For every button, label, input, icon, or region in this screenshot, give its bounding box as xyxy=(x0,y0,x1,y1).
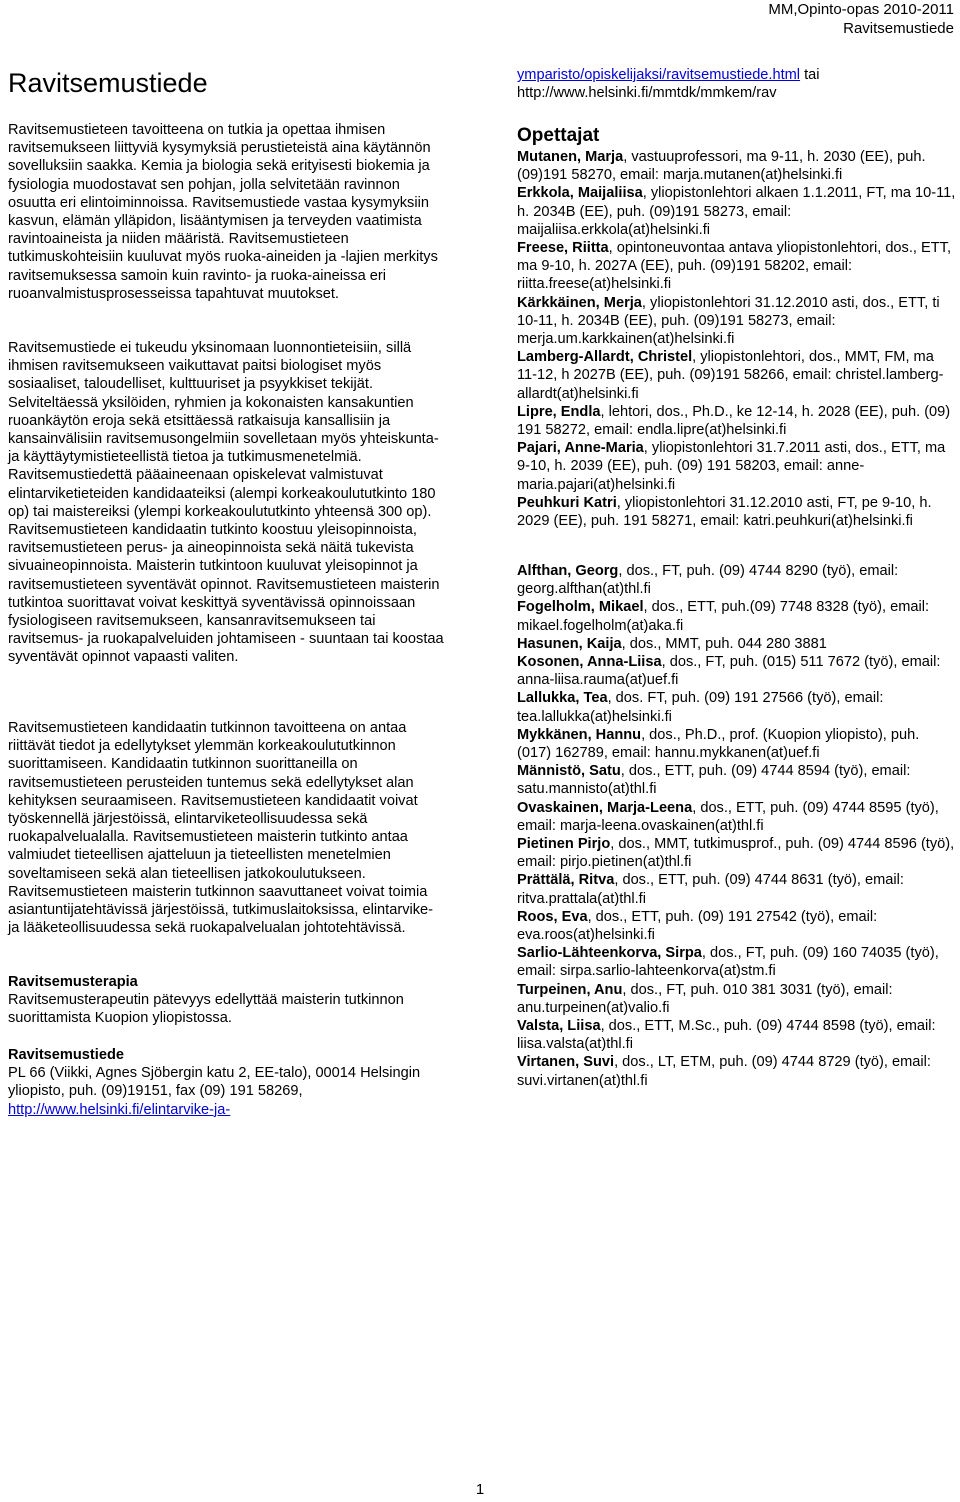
docent-entry xyxy=(517,835,957,871)
person-details: , dos., MMT, puh. 044 280 3881 xyxy=(621,635,827,652)
person-name: Lallukka, Tea xyxy=(517,690,608,707)
social-science-paragraph: Ravitsemustiede ei tukeudu yksinomaan luonnontieteisiin, sillä ihmisen ravitsemukseen vaikuttavat paitsi biologiset myös sosiaaliset, taloudelliset, kulttuuriset ja psyykkiset tekijät. Selviteltäessä yksilöiden, ryhmien ja kokonaisten kansakuntien ruoankäytön eroja sekä etsittäessä ratkaisuja kansallisiin ja kansainvälisiin ravitsemusongelmiin sovelletaan myös yhteiskunta- ja käyttäytymistieteellistä tietoa ja tutkimusmenetelmiä. Ravitsemustiedettä pääaineenaan opiskelevat valmistuvat elintarviketieteiden kandidaateiksi (alempi korkeakoulututkinto 180 op) tai maistereiksi (ylempi korkeakoulututkinto yhteensä 300 op). Ravitsemustieteen kandidaatin tutkinto koostuu yleisopinnoista, ravitsemustieteen perus- ja aineopinnoista sekä näitä tukevista sivuaineopinnoista. Maisterin tutkintoon kuuluvat yleisopinnot ja ravitsemustieteen syventävät opinnot. Ravitsemustieteen maisterin tutkintoa suorittavat voivat keskittyä syventävissä opinnoissaan fysiologiseen ravitsemukseen, kansanravitsemukseen tai ravitsemus- ja ruokapalveluiden johtamiseen - suuntaan tai koostaa syventävät opinnot vapaasti valiten. xyxy=(8,340,444,666)
docent-entry xyxy=(517,1017,957,1053)
docent-entry xyxy=(517,1053,957,1089)
docent-entry xyxy=(517,762,957,798)
page-number: 1 xyxy=(475,1481,485,1498)
contact-text: PL 66 (Viikki, Agnes Sjöbergin katu 2, EE-talo), 00014 Helsingin yliopisto, puh. (09)19151, fax (09) 191 58269, xyxy=(8,1065,421,1100)
person-details: , opintoneuvontaa antava yliopistonlehtori, dos., ETT, ma 9-10, h. 2027A (EE), puh. (09)191 58202, email: riitta.freese(at)helsinki.fi xyxy=(517,240,952,293)
person-details: , dos., FT, puh. (09) 4744 8290 (työ), email: georg.alfthan(at)thl.fi xyxy=(517,563,899,598)
person-name: Sarlio-Lähteenkorva, Sirpa xyxy=(517,945,702,962)
person-details: , dos., MMT, tutkimusprof., puh. (09) 4744 8596 (työ), email: pirjo.pietinen(at)thl.fi xyxy=(517,836,955,871)
person-details: , yliopistonlehtori, dos., MMT, FM, ma 11-12, h 2027B (EE), puh. (09)191 58266, email: christel.lamberg-allardt(at)helsinki.fi xyxy=(517,349,944,402)
contact-section xyxy=(8,1046,448,1119)
intro-paragraph: Ravitsemustieteen tavoitteena on tutkia ja opettaa ihmisen ravitsemukseen liittyviä kysymyksiä perustieteistä aina käytännön sovelluksiin saakka. Kemia ja biologia sekä erityisesti biokemia ja fysiologia muodostavat sen pohjan, jolla selvitetään ravinnon osuutta eri elintoiminnoissa. Ravitsemustiede vastaa kysymyksiin kasvun, elämän ylläpidon, lisääntymisen ja terveyden vaatimista ravintoaineista ja niiden määristä. Ravitsemustieteen tutkimuskohteisiin kuuluvat myös ruoka-aineiden ja -lajien merkitys ravitsemuksessa samoin kuin ravinto- ja ruoka-aineissa eri ruoanvalmistusprosesseissa tapahtuvat muutokset. xyxy=(8,122,438,302)
teacher-entry xyxy=(517,348,957,403)
terapia-section xyxy=(8,973,448,1028)
person-name: Lipre, Endla xyxy=(517,403,601,420)
docent-entry xyxy=(517,799,957,835)
alternate-url: http://www.helsinki.fi/mmtdk/mmkem/rav xyxy=(517,85,777,102)
docent-entry xyxy=(517,653,957,689)
person-name: Prättälä, Ritva xyxy=(517,872,615,889)
terapia-heading: Ravitsemusterapia xyxy=(8,974,138,990)
person-name: Roos, Eva xyxy=(517,908,588,925)
opettajat-section xyxy=(517,124,957,530)
link-or-text: tai xyxy=(800,67,820,83)
person-name: Pajari, Anne-Maria xyxy=(517,440,644,457)
person-details: , lehtori, dos., Ph.D., ke 12-14, h. 2028 (EE), puh. (09) 191 58272, email: endla.lipre(at)helsinki.fi xyxy=(517,403,951,439)
docent-entry xyxy=(517,562,957,598)
person-details: , dos., ETT, puh. (09) 4744 8595 (työ), email: marja-leena.ovaskainen(at)thl.fi xyxy=(517,799,939,834)
person-details: , dos., Ph.D., prof. (Kuopion yliopisto), puh. (017) 162789, email: hannu.mykkanen(at)uef.fi xyxy=(517,726,920,762)
person-name: Lamberg-Allardt, Christel xyxy=(517,349,693,366)
person-name: Valsta, Liisa xyxy=(517,1018,601,1035)
person-name: Ovaskainen, Marja-Leena xyxy=(517,799,693,816)
department-link-continued[interactable]: ymparisto/opiskelijaksi/ravitsemustiede.html xyxy=(517,67,801,83)
person-details: , dos., FT, puh. 010 381 3031 (työ), email: anu.turpeinen(at)valio.fi xyxy=(517,981,893,1016)
person-details: , dos., ETT, puh. (09) 4744 8631 (työ), email: ritva.prattala(at)thl.fi xyxy=(517,872,904,907)
docent-entry xyxy=(517,726,957,762)
person-name: Männistö, Satu xyxy=(517,763,621,780)
teacher-entry xyxy=(517,294,957,349)
header-section-title: Ravitsemustiede xyxy=(843,20,954,37)
person-details: , yliopistonlehtori 31.12.2010 asti, dos., ETT, ti 10-11, h. 2034B (EE), puh. (09)191 58273, email: merja.um.karkkainen(at)helsinki.fi xyxy=(517,294,940,348)
person-details: , dos., ETT, puh.(09) 7748 8328 (työ), email: mikael.fogelholm(at)aka.fi xyxy=(517,599,930,634)
person-name: Kärkkäinen, Merja xyxy=(517,294,642,311)
teacher-list xyxy=(517,148,957,530)
docent-entry xyxy=(517,908,957,944)
person-details: , dos., ETT, M.Sc., puh. (09) 4744 8598 (työ), email: liisa.valsta(at)thl.fi xyxy=(517,1018,936,1053)
person-details: , yliopistonlehtori 31.7.2011 asti, dos., ETT, ma 9-10, h. 2039 (EE), puh. (09) 191 58203, email: anne-maria.pajari(at)helsinki.fi xyxy=(517,440,946,493)
person-name: Peuhkuri Katri xyxy=(517,494,617,511)
teacher-entry xyxy=(517,403,957,439)
teacher-entry xyxy=(517,494,957,530)
terapia-text: Ravitsemusterapeutin pätevyys edellyttää maisterin tutkinnon suorittamista Kuopion yliopistossa. xyxy=(8,992,404,1027)
person-name: Freese, Riitta xyxy=(517,240,609,257)
person-name: Hasunen, Kaija xyxy=(517,635,622,652)
person-details: , dos., FT, puh. (015) 511 7672 (työ), email: anna-liisa.rauma(at)uef.fi xyxy=(517,654,941,689)
docent-entry xyxy=(517,635,957,653)
degree-goals-paragraph: Ravitsemustieteen kandidaatin tutkinnon tavoitteena on antaa riittävät tiedot ja edellytykset ylemmän korkeakoulututkinnon suorittamiseen. Kandidaatin tutkinnon suorittaneilla on ravitsemustieteen perusteiden tuntemus sekä edellytykset alan kehityksen seuraamiseen. Ravitsemustieteen kandidaatit voivat työskennellä järjestöissä, elintarviketeollisuudessa sekä ruokapalvelualalla. Ravitsemustieteen maisterin tutkinto antaa valmiudet tieteellisen ajatteluun ja tieteellisten menetelmien soveltamiseen sekä alan tieteellisen jatkokoulutukseen. Ravitsemustieteen maisterin tutkinnon saavuttaneet voivat toimia asiantuntijatehtävissä järjestöissä, tutkimuslaitoksissa, elintarvike- ja lääketeollisuudessa sekä ruokapalvelualan johtotehtävissä. xyxy=(8,720,434,937)
teacher-entry xyxy=(517,184,957,239)
person-name: Fogelholm, Mikael xyxy=(517,599,644,616)
teacher-entry xyxy=(517,239,957,294)
person-details: , dos., FT, puh. (09) 160 74035 (työ), email: sirpa.sarlio-lahteenkorva(at)stm.fi xyxy=(517,945,939,980)
docent-entry xyxy=(517,944,957,980)
person-details: , yliopistonlehtori 31.12.2010 asti, FT, pe 9-10, h. 2029 (EE), puh. 191 58271, email: katri.peuhkuri(at)helsinki.fi xyxy=(517,494,932,530)
person-details: , dos., LT, ETM, puh. (09) 4744 8729 (työ), email: suvi.virtanen(at)thl.fi xyxy=(517,1054,931,1089)
person-name: Alfthan, Georg xyxy=(517,563,619,579)
person-name: Pietinen Pirjo xyxy=(517,836,611,853)
header-doc-title: MM,Opinto-opas 2010-2011 xyxy=(768,1,954,18)
person-name: Mutanen, Marja xyxy=(517,149,624,165)
person-name: Kosonen, Anna-Liisa xyxy=(517,654,662,671)
department-link[interactable]: http://www.helsinki.fi/elintarvike-ja- xyxy=(8,1101,231,1118)
opettajat-heading: Opettajat xyxy=(517,125,600,146)
teacher-entry xyxy=(517,439,957,494)
docent-entry xyxy=(517,981,957,1017)
running-header xyxy=(768,0,954,38)
docent-entry xyxy=(517,871,957,907)
person-details: , yliopistonlehtori alkaen 1.1.2011, FT, ma 10-11, h. 2034B (EE), puh. (09)191 58273, email: maijaliisa.erkkola(at)helsinki.fi xyxy=(517,185,956,238)
link-continuation xyxy=(517,66,820,102)
person-name: Turpeinen, Anu xyxy=(517,981,623,998)
person-details: , dos., ETT, puh. (09) 4744 8594 (työ), email: satu.mannisto(at)thl.fi xyxy=(517,763,911,798)
docent-entry xyxy=(517,598,957,634)
person-details: , dos., ETT, puh. (09) 191 27542 (työ), email: eva.roos(at)helsinki.fi xyxy=(517,908,878,944)
page-title: Ravitsemustiede xyxy=(8,68,208,98)
docent-entry xyxy=(517,689,957,725)
person-details: , vastuuprofessori, ma 9-11, h. 2030 (EE), puh. (09)191 58270, email: marja.mutanen(at)helsinki.fi xyxy=(517,149,926,184)
docent-list xyxy=(517,562,957,1090)
teacher-entry xyxy=(517,148,957,184)
contact-heading: Ravitsemustiede xyxy=(8,1047,124,1063)
person-name: Virtanen, Suvi xyxy=(517,1054,615,1071)
person-details: , dos. FT, puh. (09) 191 27566 (työ), email: tea.lallukka(at)helsinki.fi xyxy=(517,690,884,725)
person-name: Mykkänen, Hannu xyxy=(517,726,642,743)
person-name: Erkkola, Maijaliisa xyxy=(517,185,643,202)
